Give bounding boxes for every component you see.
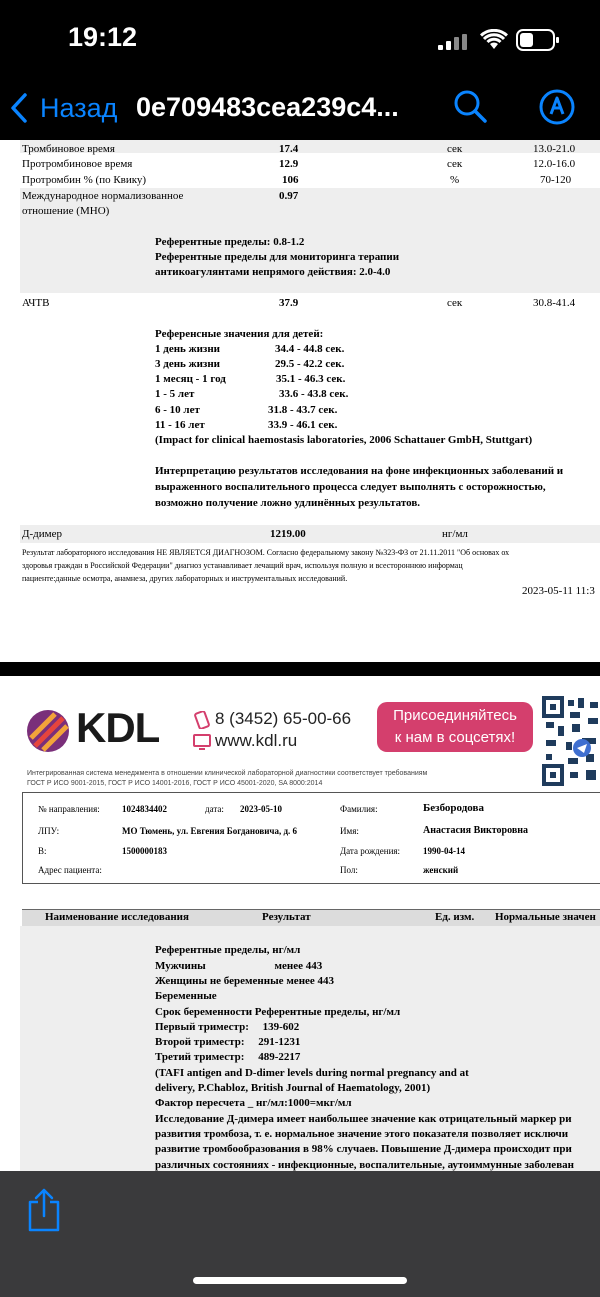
date-label: дата: xyxy=(205,804,224,814)
chevron-left-icon xyxy=(10,93,28,123)
search-icon[interactable] xyxy=(452,88,488,124)
ref-line: (TAFI antigen and D-dimer levels during normal pregnancy and at xyxy=(155,1067,469,1079)
test-value: 17.4 xyxy=(279,143,299,155)
sex-label: Пол: xyxy=(340,865,358,875)
ref-line: развития тромбоза, т. е. нормальное значение этого показателя позволяет исключи xyxy=(155,1128,569,1140)
ref-line: Второй триместр: 291-1231 xyxy=(155,1036,301,1048)
lpu-value: МО Тюмень, ул. Евгения Богдановича, д. 6 xyxy=(122,826,298,836)
header-name: Наименование исследования xyxy=(45,911,189,923)
address-label: Адрес пациента: xyxy=(38,865,102,875)
ref-line: Референтные пределы, нг/мл xyxy=(155,944,301,956)
v-value: 1500000183 xyxy=(122,846,167,856)
header-unit: Ед. изм. xyxy=(435,911,475,923)
child-age: 1 месяц - 1 год xyxy=(155,373,226,385)
test-unit: сек xyxy=(447,297,463,309)
child-range: 35.1 - 46.3 сек. xyxy=(276,373,346,385)
test-value: 1219.00 xyxy=(270,528,306,540)
battery-icon xyxy=(516,29,560,51)
share-icon[interactable] xyxy=(26,1188,62,1232)
child-age: 11 - 16 лет xyxy=(155,419,205,431)
dob-label: Дата рождения: xyxy=(340,846,401,856)
phone-number: 8 (3452) 65-00-66 xyxy=(215,709,352,728)
child-age: 1 день жизни xyxy=(155,343,221,355)
ref-line: Третий триместр: 489-2217 xyxy=(155,1051,301,1063)
test-value: 37.9 xyxy=(279,297,299,309)
interpretation-note: возможно получение ложно удлинённых результатов. xyxy=(155,497,421,509)
sex-value: женский xyxy=(423,865,459,875)
test-name: АЧТВ xyxy=(22,297,50,309)
interpretation-note: Интерпретацию результатов исследования на фоне инфекционных заболеваний и xyxy=(155,465,564,477)
children-title: Референсные значения для детей: xyxy=(155,328,324,340)
header-result: Результат xyxy=(262,911,311,923)
child-range: 29.5 - 42.2 сек. xyxy=(275,358,345,370)
surname-value: Безбородова xyxy=(423,802,484,814)
ref-line: delivery, P.Chabloz, British Journal of Haematology, 2001) xyxy=(155,1082,431,1094)
test-name: Протромбиновое время xyxy=(22,158,133,170)
test-value: 0.97 xyxy=(279,190,299,202)
v-label: В: xyxy=(38,846,47,856)
ref-line: Мужчины менее 443 xyxy=(155,960,323,972)
ref-line: Беременные xyxy=(155,990,217,1002)
test-name: Д-димер xyxy=(22,528,62,540)
test-name: Тромбиновое время xyxy=(22,143,115,155)
patient-info-box xyxy=(22,792,600,884)
test-range: 12.0-16.0 xyxy=(533,158,576,170)
ref-line: Исследование Д-димера имеет наибольшее значение как отрицательный маркер ри xyxy=(155,1113,572,1125)
test-range: 30.8-41.4 xyxy=(533,297,576,309)
direction-label: № направления: xyxy=(38,804,100,814)
wifi-icon xyxy=(480,29,508,51)
social-banner xyxy=(377,702,533,752)
test-unit: % xyxy=(450,174,460,186)
child-range: 31.8 - 43.7 сек. xyxy=(268,404,338,416)
page-gap xyxy=(0,610,600,662)
disclaimer-line: здоровья граждан в Российской Федерации" диагноз устанавливает лечащий врач, используя полную и всестороннюю информац xyxy=(22,561,463,570)
surname-label: Фамилия: xyxy=(340,804,378,814)
impact-citation: (Impact for clinical haemostasis laboratories, 2006 Schattauer GmbH, Stuttgart) xyxy=(155,434,533,446)
social-banner-line1: Присоединяйтесь xyxy=(393,707,517,724)
direction-value: 1024834402 xyxy=(122,804,167,814)
name-value: Анастасия Викторовна xyxy=(423,825,529,836)
ref-line: Женщины не беременные менее 443 xyxy=(155,975,335,987)
test-value: 106 xyxy=(282,174,299,186)
status-time: 19:12 xyxy=(68,22,138,52)
markup-icon[interactable] xyxy=(538,88,576,126)
document-title: 0e709483cea239c4... xyxy=(136,92,399,122)
child-range: 34.4 - 44.8 сек. xyxy=(275,343,345,355)
website-icon xyxy=(193,733,211,751)
back-button[interactable] xyxy=(10,86,117,130)
child-range: 33.9 - 46.1 сек. xyxy=(268,419,338,431)
header-norm: Нормальные значен xyxy=(495,911,596,923)
test-value: 12.9 xyxy=(279,158,299,170)
kdl-logo-text: KDL xyxy=(76,704,160,751)
qr-code-icon xyxy=(542,696,600,788)
page-separator xyxy=(0,662,600,676)
ref-line: различных состояниях - инфекционные, воспалительные, аутоиммунные заболеван xyxy=(155,1159,574,1171)
social-banner-line2: к нам в соцсетях! xyxy=(394,729,516,746)
test-name: Международное нормализованное xyxy=(22,190,184,202)
ref-line: развитие тромбообразования в 98% случаев. Повышение Д-димера происходит при xyxy=(155,1143,572,1155)
test-range: 70-120 xyxy=(540,174,572,186)
signal-icon xyxy=(438,34,470,50)
ref-line: Срок беременности Референтные пределы, нг/мл xyxy=(155,1006,401,1018)
test-name: Протромбин % (по Квику) xyxy=(22,174,147,186)
disclaimer-line: Результат лабораторного исследования НЕ ЯВЛЯЕТСЯ ДИАГНОЗОМ. Согласно федеральному закону №323-ФЗ от 21.11.2011 "Об основах ох xyxy=(22,548,510,557)
document-page-2 xyxy=(0,676,600,1171)
home-indicator xyxy=(193,1277,407,1284)
child-age: 3 день жизни xyxy=(155,358,221,370)
iso-line: Интегрированная система менеджмента в отношении клинической лабораторной диагностики соответствует требованиям xyxy=(27,770,428,777)
test-unit: сек xyxy=(447,158,463,170)
lpu-label: ЛПУ: xyxy=(38,826,60,836)
ref-line: Фактор пересчета _ нг/мл:1000=мкг/мл xyxy=(155,1097,352,1109)
test-unit: сек xyxy=(447,143,463,155)
name-label: Имя: xyxy=(340,826,359,836)
document-page-1 xyxy=(0,140,600,610)
child-age: 1 - 5 лет xyxy=(155,388,195,400)
child-range: 33.6 - 43.8 сек. xyxy=(279,388,349,400)
back-label: Назад xyxy=(40,92,118,123)
test-unit: нг/мл xyxy=(442,528,468,540)
kdl-logo-icon xyxy=(25,708,71,754)
ref-note: Референтные пределы: 0.8-1.2 xyxy=(155,236,305,248)
website: www.kdl.ru xyxy=(215,731,298,750)
test-name: отношение (МНО) xyxy=(22,205,110,217)
dob-value: 1990-04-14 xyxy=(423,846,465,856)
ref-note: антикоагулянтами непрямого действия: 2.0-4.0 xyxy=(155,266,391,278)
report-datetime: 2023-05-11 11:3 xyxy=(522,585,595,597)
ref-line: Первый триместр: 139-602 xyxy=(155,1021,300,1033)
date-value: 2023-05-10 xyxy=(240,804,282,814)
interpretation-note: выраженного воспалительного процесса следует выполнять с осторожностью, xyxy=(155,481,546,493)
phone-icon xyxy=(193,711,211,729)
ref-note: Референтные пределы для мониторинга терапии xyxy=(155,251,400,263)
child-age: 6 - 10 лет xyxy=(155,404,200,416)
iso-line: ГОСТ Р ИСО 9001-2015, ГОСТ Р ИСО 14001-2016, ГОСТ Р ИСО 45001-2020, SA 8000:2014 xyxy=(27,780,323,787)
disclaimer-line: пациенте:данные осмотра, анамнеза, других лабораторных и инструментальных исследований. xyxy=(22,574,348,583)
test-range: 13.0-21.0 xyxy=(533,143,576,155)
